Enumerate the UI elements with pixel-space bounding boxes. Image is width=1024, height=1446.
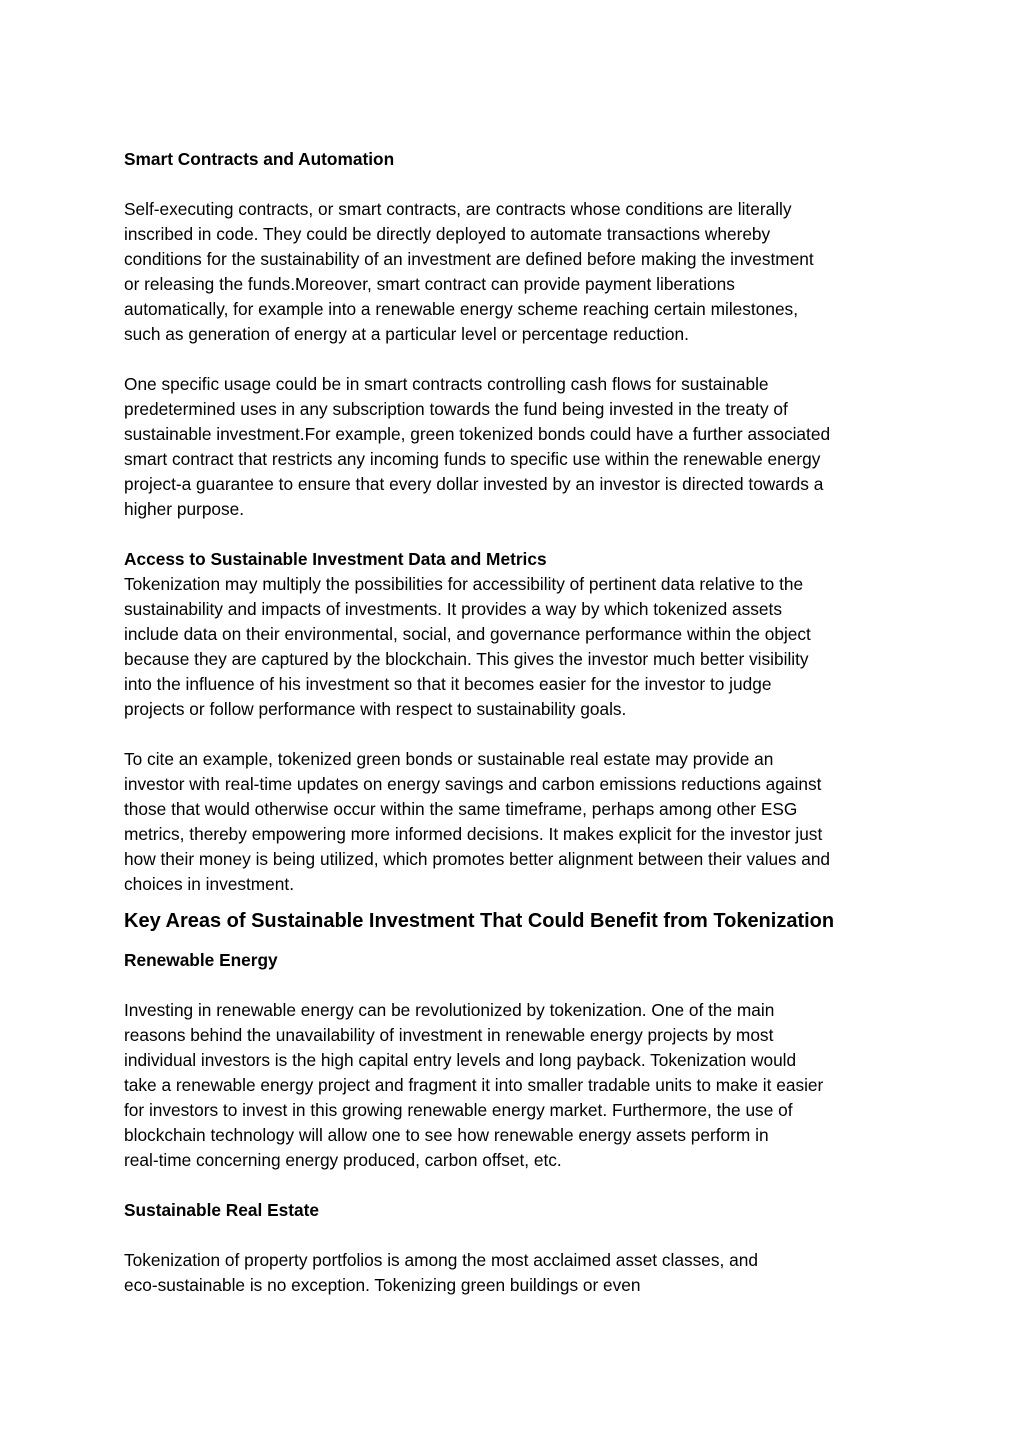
text-line: real-time concerning energy produced, carbon offset, etc. (124, 1150, 562, 1170)
text-line: One specific usage could be in smart contracts controlling cash flows for sustainable (124, 374, 769, 394)
paragraph-data-access-1 (124, 572, 904, 722)
text-line: eco-sustainable is no exception. Tokenizing green buildings or even (124, 1275, 641, 1295)
text-line: Self-executing contracts, or smart contracts, are contracts whose conditions are literally (124, 199, 792, 219)
text-line: investor with real-time updates on energy savings and carbon emissions reductions against (124, 774, 822, 794)
paragraph-renewable-energy (124, 998, 904, 1173)
text-line: Investing in renewable energy can be revolutionized by tokenization. One of the main (124, 1000, 775, 1020)
text-line: To cite an example, tokenized green bonds or sustainable real estate may provide an (124, 749, 774, 769)
text-line: for investors to invest in this growing renewable energy market. Furthermore, the use of (124, 1100, 793, 1120)
text-line: how their money is being utilized, which promotes better alignment between their values and (124, 849, 831, 869)
text-line: project-a guarantee to ensure that every dollar invested by an investor is directed towards a (124, 474, 824, 494)
text-line: such as generation of energy at a particular level or percentage reduction. (124, 324, 689, 344)
text-line: predetermined uses in any subscription towards the fund being invested in the treaty of (124, 399, 788, 419)
section-heading-smart-contracts: Smart Contracts and Automation (124, 149, 395, 169)
text-line: blockchain technology will allow one to see how renewable energy assets perform in (124, 1125, 769, 1145)
text-line: include data on their environmental, social, and governance performance within the object (124, 624, 811, 644)
text-line: choices in investment. (124, 874, 295, 894)
text-line: smart contract that restricts any incoming funds to specific use within the renewable energy (124, 449, 821, 469)
text-line: Tokenization may multiply the possibilities for accessibility of pertinent data relative to the (124, 574, 804, 594)
text-line: inscribed in code. They could be directly deployed to automate transactions whereby (124, 224, 771, 244)
paragraph-smart-contracts-1 (124, 197, 904, 347)
text-line: conditions for the sustainability of an investment are defined before making the investment (124, 249, 814, 269)
text-line: reasons behind the unavailability of investment in renewable energy projects by most (124, 1025, 774, 1045)
document-page (124, 147, 904, 1298)
section-heading-data-access: Access to Sustainable Investment Data and Metrics (124, 549, 547, 569)
text-line: those that would otherwise occur within the same timeframe, perhaps among other ESG (124, 799, 798, 819)
section-heading-key-areas: Key Areas of Sustainable Investment That Could Benefit from Tokenization (124, 910, 835, 932)
text-line: or releasing the funds.Moreover, smart contract can provide payment liberations (124, 274, 735, 294)
text-line: take a renewable energy project and fragment it into smaller tradable units to make it easier (124, 1075, 824, 1095)
subsection-heading-sustainable-real-estate: Sustainable Real Estate (124, 1200, 319, 1220)
text-line: metrics, thereby empowering more informed decisions. It makes explicit for the investor just (124, 824, 823, 844)
text-line: higher purpose. (124, 499, 245, 519)
subsection-heading-renewable-energy: Renewable Energy (124, 950, 278, 970)
text-line: Tokenization of property portfolios is among the most acclaimed asset classes, and (124, 1250, 758, 1270)
text-line: sustainable investment.For example, green tokenized bonds could have a further associated (124, 424, 831, 444)
text-line: into the influence of his investment so that it becomes easier for the investor to judge (124, 674, 772, 694)
paragraph-sustainable-real-estate (124, 1248, 904, 1298)
text-line: sustainability and impacts of investments. It provides a way by which tokenized assets (124, 599, 782, 619)
paragraph-smart-contracts-2 (124, 372, 904, 522)
text-line: because they are captured by the blockchain. This gives the investor much better visibility (124, 649, 809, 669)
text-line: projects or follow performance with respect to sustainability goals. (124, 699, 627, 719)
text-line: automatically, for example into a renewable energy scheme reaching certain milestones, (124, 299, 798, 319)
paragraph-data-access-2 (124, 747, 904, 897)
text-line: individual investors is the high capital entry levels and long payback. Tokenization would (124, 1050, 797, 1070)
